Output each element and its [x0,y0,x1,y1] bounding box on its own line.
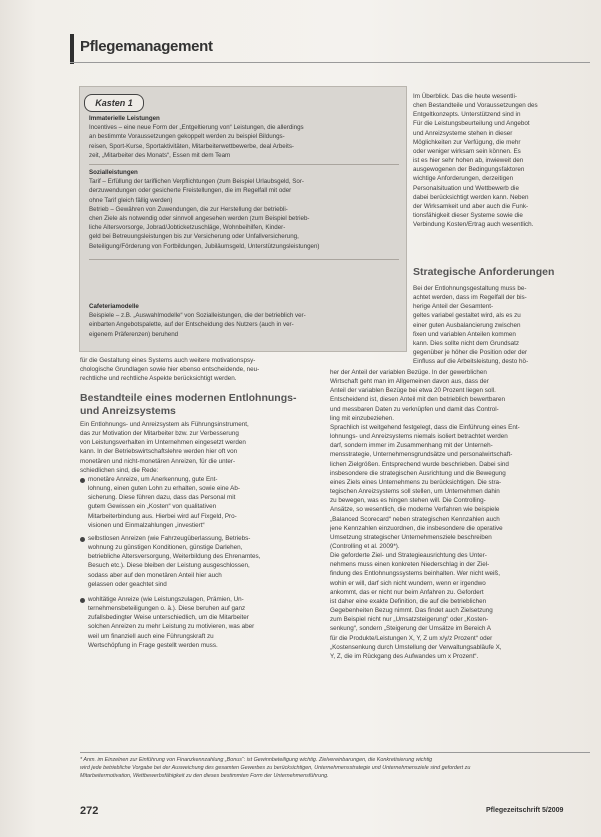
footnote-divider [80,752,590,753]
section-title: Pflegemanagement [80,38,213,55]
kasten-divider [89,259,399,260]
header-rule [70,34,74,64]
right-mid-text: Bei der Entlohnungsgestaltung muss be- achtet werden, dass im Regelfall der bis- herige Anteil der Gesamtent- geltes variabel gestaltet wird, als es zu einer guten Ausbalancierung zwischen fixen und variablen Anteilen kommen kann. Dies sollte nicht dem Grundsatz gegenüber je höher die Position oder der Einfluss auf die Arbeitsleistung, desto hö- [413,285,529,366]
kasten-section-cafeteria: Cafeteriamodelle Beispiele – z.B. „Auswahlmodelle“ von Sozialleistungen, die der betrieblich ver- einbarten Angebotspalette, auf der Entscheidung des Nutzers (auch in ver- eigenem Präferenzen) beruhend [89,303,306,338]
left-body: Ein Entlohnungs- und Anreizsystem als Führungsinstrument, das zur Motivation der Mitarbeiter bzw. zur Verbesserung von Leistungsverhalten im Unternehmen eingesetzt werden kann. In der Betriebswirtschaftslehre werden hier oft von monetären und nicht-monetären Anreizen, für die unter- schiedlichen sind, die Rede: [80,421,249,474]
bullet-icon [80,598,85,603]
left-intro: für die Gestaltung eines Systems auch weitere motivationspsy- chologische Grundlagen sowie hier ebenso entscheidende, neu- rechtliche und rechtliche Aspekte berücksichtigt werden. [80,357,260,383]
right-top-text: Im Überblick. Das die heute wesentli- chen Bestandteile und Voraussetzungen des Entgeltkonzepts. Unterstützend sind in Für die Leistungsbeurteilung und Angebot und Anreizsysteme stehen in dieser Möglichkeiten zur Verfügung, die mehr oder weniger wirksam sein können. Es ist es hier sehr hohen ab, inwieweit den ausgewogenen der Bedingungsfaktoren wichtige Anforderungen, derzeitigen Personalsituation und Wettbewerb die dabei berücksichtigt werden kann. Neben der Wirksamkeit und aber auch die Funk- tionsfähigkeit dieser Systeme sowie die Verbindung Kosten/Ertrag auch wesentlich. [413,93,538,229]
page-number: 272 [80,805,99,817]
bullet-monetary: monetäre Anreize, um Anerkennung, gute Ent- lohnung, einen guten Lohn zu erhalten, sowie eine Ab- sicherung. Diese führen dazu, dass das Personal mit gutem Gewissen ein „Kosten“ von qualitativen Mitarbeiterbindung aus. Hierbei wird auf Fixgeld, Pro- visionen und Einmalzahlungen „investiert“ [88,476,240,529]
kasten-divider [89,164,399,165]
header-underline [70,62,590,63]
journal-footer: Pflegezeitschrift 5/2009 [486,807,564,814]
footnote: * Anm. im Einzelnen zur Einführung von Finanzkennzahlung „Bonus“: ist Gewinnbeteiligung wichtig. Zielvereinbarungen, die Konkretisierung wichtig wird jede betriebliche Vorgabe bei der Ausweichung des gesamten Gewerbes zu berücksichtigen, Unternehmensstrategie und Unternehmensziele sind gefordert zu Mitarbeitermotivation, Wettbewerbsfähigkeit zu den dieses bestimmten Form der Unternehmensführung. [80,757,471,780]
bullet-icon [80,537,85,542]
bullet-selfless: selbstlosen Anreizen (wie Fahrzeugüberlassung, Betriebs- wohnung zu günstigen Konditionen, günstige Darlehen, betriebliche Altersversorgung, Weiterbildung des Ehrenamtes, Besuch etc.). Diese bleiben der Leistung ausgeschlossen, sodass aber auf den monetären Anteil hier auch gelassen oder geachtet sind [88,535,261,588]
right-body-text: her der Anteil der variablen Bezüge. In der gewerblichen Wirtschaft geht man im Allgemeinen davon aus, dass der Anteil der variablen Bezüge bei etwa 20 Prozent liegen soll. Entscheidend ist, diesen Anteil mit den betrieblich bewertbaren und messbaren Daten zu verknüpfen und damit das Control- ling mit einzubeziehen. Sprachlich ist weitgehend festgelegt, dass die Einführung eines Ent- lohnungs- und Anreizsystems niemals isoliert betrachtet werden darf, sondern immer im Zusammenhang mit der Unterneh- mensstrategie, Unternehmensgrundsätze und personalwirtschaft- lichen Zielgrößen. Entsprechend wurde beschrieben. Dabei sind insbesondere die strategischen Ausrichtung und die Bewegung eines Ziels eines Unternehmens zu berücksichtigen. Die stra- tegischen Anreizsystems soll stellen, um Unternehmen dahin zu bewegen, was es hingen stehen will. Die Controlling- Ansätze, so wesentlich, die moderne Verfahren wie beispiele „Balanced Scorecard“ neben strategischen Kennzahlen auch jene Kennzahlen einzuordnen, die insbesondere die operative Umsetzung strategischer Unternehmensziele beschreiben (Controlling et al. 2009*). Die geforderte Ziel- und Strategieausrichtung des Unter- nehmens muss einen konkreten Niederschlag in der Ziel- findung des Entlohnungssystems beinhalten. Wer nicht weiß, wohin er will, darf sich nicht wundern, wenn er irgendwo ankommt, das er nicht nur beim Anfahren zu. Gefordert ist daher eine exakte Definition, die auf die betrieblichen Gegebenheiten Bezug nimmt. Das findet auch Zielsetzung zum Beispiel nicht nur „Umsatzsteigerung“ oder „Kosten- senkung“, sondern „Steigerung der Umsätze im Bereich A für die Produkte/Leistungen X, Y, Z um x/y/z Prozent“ oder „Kostensenkung durch Umstellung der Verwaltungsabläufe X, Y, Z, die im Rückgang des Aufwandes um x Prozent“. [330,369,520,660]
bullet-charitable: wohltätige Anreize (wie Leistungszulagen, Prämien, Un- ternehmensbeteiligungen o. ä.). Diese beruhen auf ganz zufallsbedingter Weise unterschiedlich, um die Mitarbeiter solchen Anreizen zu mehr Leistung zu motivieren, was aber weil um finanziell auch eine Führungskraft zu Wertschöpfung in Frage gestellt werden muss. [88,596,255,649]
bullet-icon [80,478,85,483]
kasten-section-immaterial: Immaterielle Leistungen Incentives – eine neue Form der „Entgeltierung von“ Leistungen, die allerdings an bestimmte Voraussetzungen gekoppelt werden zu beispiel Bildungs- reisen, Sport-Kurse, Sportaktivitäten, Mitarbeiterwettbewerbe, deal Arbeits- zeit, „Mitarbeiter des Monats“, Essen mit dem Team [89,115,304,159]
heading-components: Bestandteile eines modernen Entlohnungs- und Anreizsystems [80,392,297,417]
kasten-label: Kasten 1 [84,94,144,112]
kasten-section-social: Sozialleistungen Tarif – Erfüllung der tariflichen Verpflichtungen (zum Beispiel Urlaubsgeld, Sor- derzuwendungen oder gesicherte Freistellungen, die im Regelfall mit oder ohne Tarif gleich fällig werden) Betrieb – Gewähren von Zuwendungen, die zur Herstellung der betriebli- chen Ziele als notwendig oder sinnvoll angesehen werden (zum Beispiel betrieb- liche Altersvorsorge, Jobrad/Jobticketzuschläge, Wohnbeihilfen, Kinder- geld bei Betreuungsleistungen bis zur Versicherung oder Unfallversicherung, Beteiligung/Förderung von Fortbildungen, Jubiläumsgeld, Unterstützungsleistungen) [89,169,320,250]
heading-strategic: Strategische Anforderungen [413,266,555,278]
